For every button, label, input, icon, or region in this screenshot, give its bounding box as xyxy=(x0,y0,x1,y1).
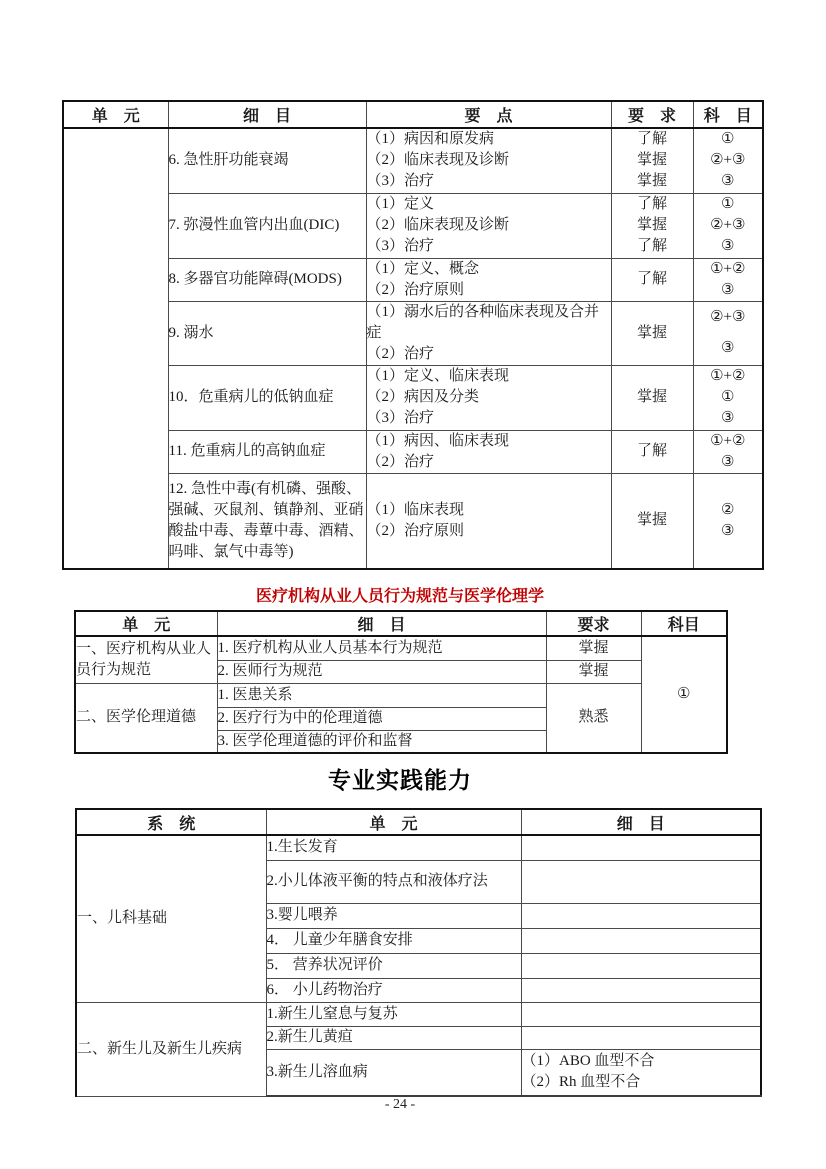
subject-line: ① xyxy=(721,196,735,212)
points-cell xyxy=(366,430,611,473)
subject-line: ②+③ xyxy=(710,217,746,233)
table1-unit-cell xyxy=(63,128,168,569)
detail-line: （1）ABO 血型不合 xyxy=(521,1053,655,1070)
subject-stack xyxy=(694,307,763,359)
points-cell xyxy=(366,473,611,569)
subject-cell xyxy=(693,193,763,258)
requirement-line: 了解 xyxy=(636,196,667,212)
table1-header-subject: 科 目 xyxy=(693,101,763,128)
table1-header-detail: 细 目 xyxy=(168,101,366,128)
detail-cell xyxy=(521,1049,761,1096)
points-cell xyxy=(366,258,611,301)
detail-cell: 6. 急性肝功能衰竭 xyxy=(168,128,366,193)
point-line: （2）治疗 xyxy=(366,345,435,362)
subject-line: ①+② xyxy=(710,432,746,449)
requirement-cell xyxy=(611,193,693,258)
requirement-cell: 掌握 xyxy=(611,473,693,569)
detail-line: （2）Rh 血型不合 xyxy=(521,1074,641,1091)
table-row xyxy=(63,258,763,301)
point-line: （2）治疗原则 xyxy=(366,281,465,298)
table3-header-row xyxy=(76,809,761,835)
requirement-cell: 掌握 xyxy=(546,636,641,660)
point-line: （2）临床表现及诊断 xyxy=(366,217,510,233)
detail-cell: 12. 急性中毒(有机磷、强酸、强碱、灭鼠剂、镇静剂、亚硝酸盐中毒、毒蕈中毒、酒精、吗啡、氯气中毒等) xyxy=(168,473,366,569)
detail-cell xyxy=(521,928,761,953)
unit-cell: 3.婴儿喂养 xyxy=(266,903,521,928)
detail-cell: 2. 医疗行为中的伦理道德 xyxy=(217,707,546,730)
subject-line: ① xyxy=(721,131,735,148)
detail-cell: 9. 溺水 xyxy=(168,301,366,365)
point-line: （1）病因和原发病 xyxy=(366,131,495,148)
requirement-line: 了解 xyxy=(636,131,667,148)
subject-line: ③ xyxy=(721,238,735,254)
table1-header-row xyxy=(63,101,763,128)
detail-cell: 11. 危重病儿的高钠血症 xyxy=(168,430,366,473)
point-line: （1）病因、临床表现 xyxy=(366,432,510,449)
point-line: （3）治疗 xyxy=(366,173,435,190)
subject-line: ① xyxy=(721,389,735,405)
table2-header-row xyxy=(75,611,727,636)
point-line: （1）定义、概念 xyxy=(366,260,480,277)
unit-cell: 1.新生儿窒息与复苏 xyxy=(266,1002,521,1026)
requirement-line: 掌握 xyxy=(636,217,667,233)
requirement-cell xyxy=(611,128,693,193)
point-line: （1）定义 xyxy=(366,196,435,212)
subject-line: ② xyxy=(721,501,735,518)
point-line: （3）治疗 xyxy=(366,238,435,254)
detail-cell xyxy=(521,1002,761,1026)
table-row xyxy=(75,636,727,660)
table2-header-detail: 细 目 xyxy=(217,611,546,636)
subject-cell xyxy=(693,301,763,365)
requirement-cell: 掌握 xyxy=(611,301,693,365)
point-line: （2）临床表现及诊断 xyxy=(366,152,510,169)
detail-cell: 7. 弥漫性血管内出血(DIC) xyxy=(168,193,366,258)
table-row xyxy=(76,1002,761,1026)
table1-header-points: 要 点 xyxy=(366,101,611,128)
table3-header-unit: 单 元 xyxy=(266,809,521,835)
section-title-ethics: 医疗机构从业人员行为规范与医学伦理学 xyxy=(255,588,544,605)
subject-line: ③ xyxy=(721,453,735,470)
point-line: （3）治疗 xyxy=(366,410,435,426)
detail-cell xyxy=(521,903,761,928)
requirement-line: 掌握 xyxy=(636,152,667,169)
requirement-cell: 了解 xyxy=(611,258,693,301)
unit-cell: 4． 儿童少年膳食安排 xyxy=(266,928,521,953)
subject-line: ③ xyxy=(721,173,735,190)
detail-cell: 3. 医学伦理道德的评价和监督 xyxy=(217,730,546,753)
requirement-line: 掌握 xyxy=(636,173,667,190)
subject-line: ②+③ xyxy=(710,152,746,169)
table-row xyxy=(76,835,761,860)
unit-cell: 5． 营养状况评价 xyxy=(266,953,521,978)
requirement-cell: 熟悉 xyxy=(546,683,641,753)
point-line: （1）定义、临床表现 xyxy=(366,368,510,384)
system-cell: 二、新生儿及新生儿疾病 xyxy=(76,1002,266,1096)
detail-cell: 2. 医师行为规范 xyxy=(217,660,546,683)
table2-header-unit: 单 元 xyxy=(75,611,217,636)
table-row xyxy=(63,473,763,569)
subject-cell xyxy=(693,430,763,473)
unit-cell: 3.新生儿溶血病 xyxy=(266,1049,521,1096)
subject-line: ③ xyxy=(721,410,735,426)
detail-cell xyxy=(521,953,761,978)
detail-cell: 1. 医疗机构从业人员基本行为规范 xyxy=(217,636,546,660)
table2-header-requirement: 要求 xyxy=(546,611,641,636)
point-line: （1）溺水后的各种临床表现及合并症 xyxy=(366,303,600,341)
unit-cell: 6． 小儿药物治疗 xyxy=(266,978,521,1002)
subject-line: ①+② xyxy=(710,260,746,277)
subject-line: ①+② xyxy=(710,368,746,384)
point-line: （2）治疗 xyxy=(366,453,435,470)
detail-cell: 8. 多器官功能障碍(MODS) xyxy=(168,258,366,301)
detail-cell xyxy=(521,860,761,903)
requirement-cell: 了解 xyxy=(611,430,693,473)
point-line: （2）病因及分类 xyxy=(366,389,480,405)
table-row xyxy=(63,128,763,193)
syllabus-table-critical-care xyxy=(62,100,764,570)
requirement-line: 了解 xyxy=(636,238,667,254)
section-title-practice: 专业实践能力 xyxy=(328,768,472,793)
table-row xyxy=(63,365,763,430)
unit-cell: 2.小儿体液平衡的特点和液体疗法 xyxy=(266,860,521,903)
subject-cell xyxy=(693,258,763,301)
table-row xyxy=(75,683,727,707)
requirement-cell: 掌握 xyxy=(611,365,693,430)
subject-cell xyxy=(693,473,763,569)
table1-header-unit: 单 元 xyxy=(63,101,168,128)
table-row xyxy=(63,430,763,473)
points-cell xyxy=(366,301,611,365)
subject-cell: ① xyxy=(641,636,727,753)
unit-cell: 1.生长发育 xyxy=(266,835,521,860)
table3-header-detail: 细 目 xyxy=(521,809,761,835)
subject-line: ③ xyxy=(721,522,735,539)
points-cell xyxy=(366,193,611,258)
subject-line: ②+③ xyxy=(710,309,746,325)
points-cell xyxy=(366,365,611,430)
practice-table xyxy=(75,808,762,1097)
table-row xyxy=(63,301,763,365)
subject-cell xyxy=(693,128,763,193)
subject-cell xyxy=(693,365,763,430)
table-row xyxy=(63,193,763,258)
detail-cell xyxy=(521,835,761,860)
table3-header-system: 系 统 xyxy=(76,809,266,835)
detail-cell: 10．危重病儿的低钠血症 xyxy=(168,365,366,430)
ethics-table xyxy=(74,610,728,754)
detail-cell xyxy=(521,978,761,1002)
detail-cell: 1. 医患关系 xyxy=(217,683,546,707)
unit-cell: 二、医学伦理道德 xyxy=(75,683,217,753)
system-cell: 一、儿科基础 xyxy=(76,835,266,1002)
subject-line: ③ xyxy=(721,281,735,298)
unit-cell: 2.新生儿黄疸 xyxy=(266,1026,521,1049)
requirement-cell: 掌握 xyxy=(546,660,641,683)
point-line: （2）治疗原则 xyxy=(366,522,465,539)
points-cell xyxy=(366,128,611,193)
unit-cell: 一、医疗机构从业人员行为规范 xyxy=(75,636,217,683)
page-number: - 24 - xyxy=(384,1097,416,1112)
table1-header-requirement: 要 求 xyxy=(611,101,693,128)
subject-line: ③ xyxy=(721,340,735,356)
table2-header-subject: 科目 xyxy=(641,611,727,636)
detail-cell xyxy=(521,1026,761,1049)
point-line: （1）临床表现 xyxy=(366,501,465,518)
